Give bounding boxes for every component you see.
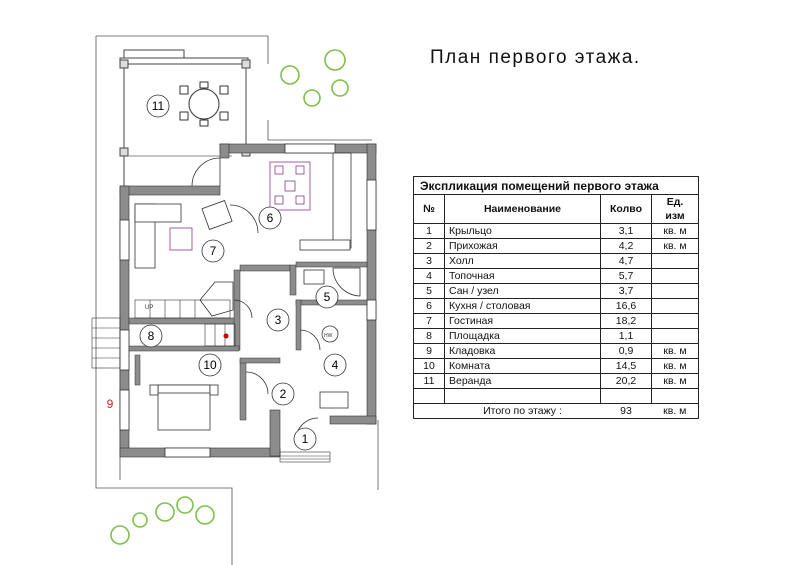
table-empty-row bbox=[414, 389, 699, 404]
kitchen-furniture bbox=[270, 153, 351, 250]
svg-text:4: 4 bbox=[331, 358, 339, 372]
svg-text:6: 6 bbox=[266, 211, 274, 225]
svg-text:2: 2 bbox=[279, 387, 287, 401]
header-num: № bbox=[414, 195, 445, 224]
room-label-8 bbox=[140, 325, 162, 347]
svg-text:5: 5 bbox=[323, 290, 331, 304]
table-row: 5 Сан / узел 3,7 bbox=[414, 284, 699, 299]
room-label-5 bbox=[316, 286, 338, 308]
table-row: 3 Холл 4,7 bbox=[414, 254, 699, 269]
room-label-10 bbox=[199, 354, 221, 376]
veranda-table bbox=[180, 82, 228, 126]
room-label-6 bbox=[259, 207, 281, 229]
porch-steps bbox=[280, 452, 330, 462]
stairs-up-label: UP bbox=[145, 305, 154, 311]
svg-text:1: 1 bbox=[301, 432, 309, 446]
svg-text:11: 11 bbox=[151, 99, 165, 113]
table-header-row bbox=[414, 195, 699, 224]
marker-dot bbox=[224, 334, 229, 339]
page-title: План первого этажа. bbox=[430, 47, 641, 68]
room-label-7 bbox=[202, 240, 224, 262]
header-unit: Ед. изм bbox=[652, 195, 699, 224]
table-row: 11 Веранда 20,2 кв. м bbox=[414, 374, 699, 389]
svg-text:3: 3 bbox=[274, 313, 282, 327]
svg-text:7: 7 bbox=[209, 244, 217, 258]
room-label-3 bbox=[267, 309, 289, 331]
table-row: 9 Кладовка 0,9 кв. м bbox=[414, 344, 699, 359]
table-row: 7 Гостиная 18,2 bbox=[414, 314, 699, 329]
room-label-11 bbox=[147, 95, 169, 117]
total-qty: 93 bbox=[601, 404, 652, 419]
table-row: 4 Топочная 5,7 bbox=[414, 269, 699, 284]
doors bbox=[192, 158, 320, 440]
table-caption: Экспликация помещений первого этажа bbox=[414, 177, 699, 195]
room-schedule-table bbox=[413, 176, 699, 419]
svg-text:8: 8 bbox=[147, 329, 155, 343]
header-qty: Колво bbox=[601, 195, 652, 224]
table-row: 10 Комната 14,5 кв. м bbox=[414, 359, 699, 374]
trees bbox=[111, 50, 348, 544]
header-name: Наименование bbox=[445, 195, 601, 224]
table-row: 6 Кухня / столовая 16,6 bbox=[414, 299, 699, 314]
room-label-9: 9 bbox=[106, 397, 114, 411]
table-row: 8 Площадка 1,1 bbox=[414, 329, 699, 344]
table-total-row bbox=[414, 404, 699, 419]
room-label-2 bbox=[272, 383, 294, 405]
table-row: 1 Крыльцо 3,1 кв. м bbox=[414, 224, 699, 239]
table-row: 2 Прихожая 4,2 кв. м bbox=[414, 239, 699, 254]
room-label-1 bbox=[294, 428, 316, 450]
total-unit: кв. м bbox=[652, 404, 699, 419]
svg-text:10: 10 bbox=[203, 358, 217, 372]
water-heater-label: HW bbox=[324, 333, 333, 339]
room-label-4 bbox=[324, 354, 346, 376]
total-label: Итого по этажу : bbox=[445, 404, 601, 419]
bedroom-bed bbox=[150, 385, 218, 430]
